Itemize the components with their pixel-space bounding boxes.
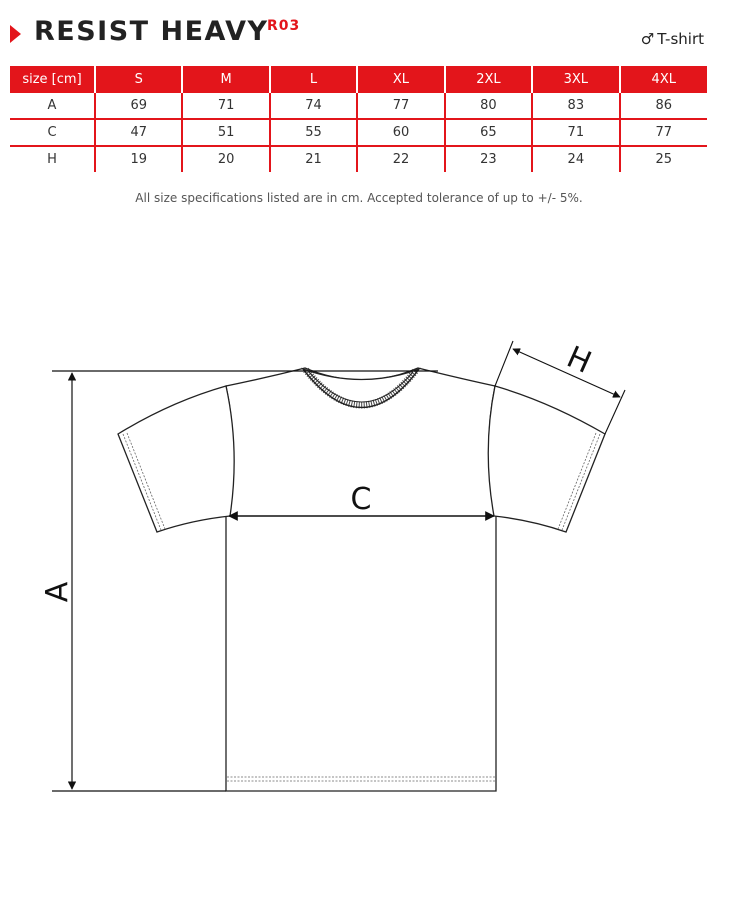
product-type-label: T-shirt [657, 30, 704, 48]
size-column-header: M [182, 66, 269, 93]
table-cell: 77 [620, 119, 707, 146]
tshirt-measurement-diagram [0, 300, 746, 820]
tshirt-outline [118, 368, 605, 791]
table-cell: 80 [445, 93, 532, 119]
size-table-corner: size [cm] [10, 66, 95, 93]
table-cell: 22 [357, 146, 444, 172]
table-row [10, 93, 707, 119]
size-column-header: 4XL [620, 66, 707, 93]
table-cell: 86 [620, 93, 707, 119]
table-cell: 51 [182, 119, 269, 146]
label-a: A [40, 581, 75, 603]
product-code: R03 [267, 18, 301, 34]
table-cell: 71 [182, 93, 269, 119]
male-icon: ♂ [640, 30, 655, 48]
table-cell: 65 [445, 119, 532, 146]
row-label: A [10, 93, 95, 119]
table-row [10, 119, 707, 146]
tolerance-note: All size specifications listed are in cm. Accepted tolerance of up to +/- 5%. [135, 191, 583, 205]
size-table-header-row [10, 66, 707, 93]
table-cell: 19 [95, 146, 182, 172]
table-cell: 21 [270, 146, 357, 172]
table-cell: 24 [532, 146, 619, 172]
table-cell: 77 [357, 93, 444, 119]
table-cell: 74 [270, 93, 357, 119]
product-title: RESIST HEAVY [34, 16, 269, 47]
size-column-header: XL [357, 66, 444, 93]
table-cell: 47 [95, 119, 182, 146]
table-cell: 83 [532, 93, 619, 119]
table-cell: 23 [445, 146, 532, 172]
title-arrow-icon [10, 25, 21, 43]
header [10, 14, 710, 54]
table-row [10, 146, 707, 172]
label-h: H [561, 339, 597, 381]
table-cell: 69 [95, 93, 182, 119]
table-cell: 20 [182, 146, 269, 172]
table-cell: 55 [270, 119, 357, 146]
row-label: H [10, 146, 95, 172]
size-column-header: L [270, 66, 357, 93]
size-column-header: S [95, 66, 182, 93]
size-column-header: 2XL [445, 66, 532, 93]
label-c: C [350, 482, 372, 517]
size-column-header: 3XL [532, 66, 619, 93]
table-cell: 71 [532, 119, 619, 146]
product-type [641, 30, 704, 48]
table-cell: 25 [655, 152, 673, 167]
size-table [10, 66, 707, 172]
row-label: C [10, 119, 95, 146]
table-cell: 60 [357, 119, 444, 146]
